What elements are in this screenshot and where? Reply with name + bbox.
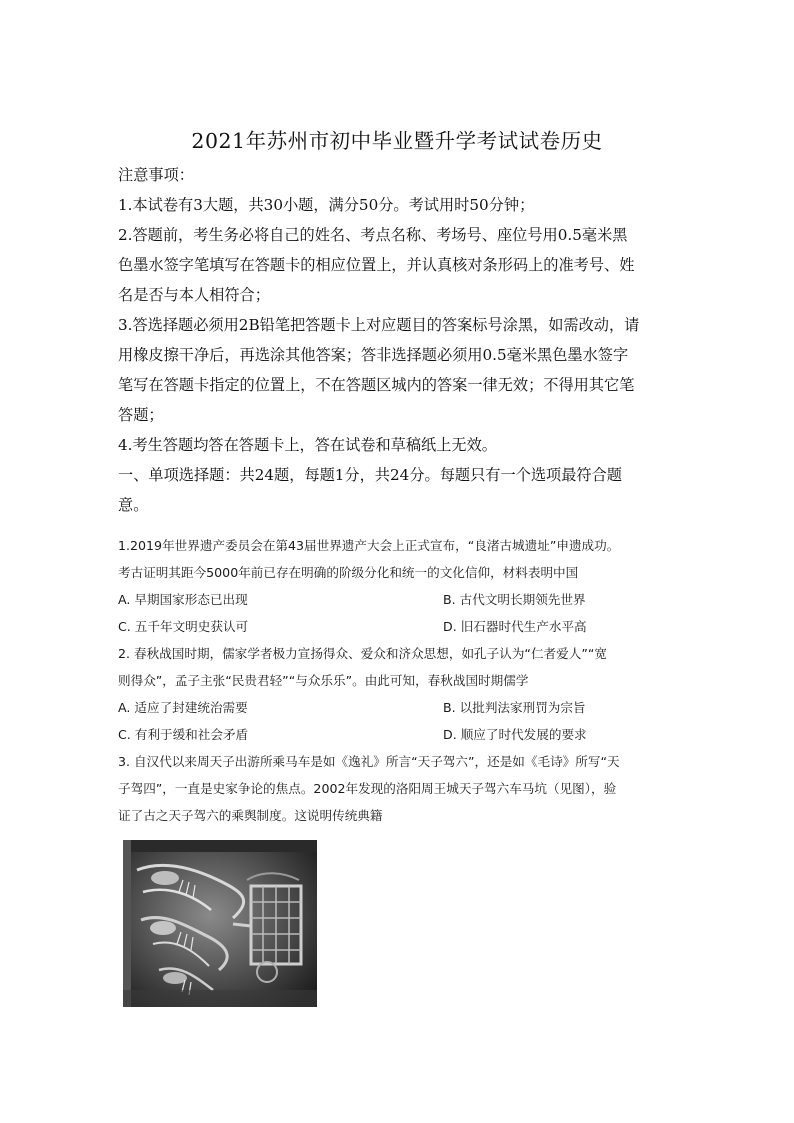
option-b: B. 以批判法家刑罚为宗旨 <box>443 700 586 715</box>
question-1-options-row-1 <box>118 586 688 613</box>
notice-section <box>118 160 678 520</box>
notice-line: 用橡皮擦干净后，再选涂其他答案；答非选择题必须用0.5毫米黑色墨水签字 <box>118 346 629 364</box>
chariot-pit-photo-drawing <box>123 840 317 1007</box>
notice-line: 答题； <box>118 406 164 424</box>
notice-line: 笔写在答题卡指定的位置上，不在答题区城内的答案一律无效；不得用其它笔 <box>118 376 635 394</box>
question-2 <box>118 640 688 748</box>
option-a: A. 适应了封建统治需要 <box>118 700 248 715</box>
notice-line: 色墨水签字笔填写在答题卡的相应位置上，并认真核对条形码上的准考号、姓 <box>118 256 635 274</box>
question-2-stem: 2. 春秋战国时期，儒家学者极力宣扬得众、爱众和济众思想，如孔子认为“仁者爱人”“宽 <box>118 646 607 661</box>
question-1-options-row-2 <box>118 613 688 640</box>
chariot-pit-photo <box>123 840 317 1007</box>
question-3-stem: 3. 自汉代以来周天子出游所乘马车是如《逸礼》所言“天子驾六”，还是如《毛诗》所写“天 <box>118 754 620 769</box>
option-b: B. 古代文明长期领先世界 <box>443 592 586 607</box>
notice-line: 3.答选择题必须用2B铅笔把答题卡上对应题目的答案标号涂黑，如需改动，请 <box>118 316 640 334</box>
exam-title: 2021年苏州市初中毕业暨升学考试试卷历史 <box>191 129 603 153</box>
section-heading-cont: 意。 <box>118 496 149 514</box>
question-1-stem: 考古证明其距今5000年前已存在明确的阶级分化和统一的文化信仰，材料表明中国 <box>118 565 579 580</box>
option-c: C. 五千年文明史获认可 <box>118 619 249 634</box>
question-3-stem: 证了古之天子驾六的乘舆制度。这说明传统典籍 <box>118 808 383 823</box>
option-d: D. 旧石器时代生产水平高 <box>443 619 587 634</box>
question-1-stem: 1.2019年世界遗产委员会在第43届世界遗产大会上正式宣布，“良渚古城遗址”申遗成功。 <box>118 538 620 553</box>
question-2-stem: 则得众”，孟子主张“民贵君轻”“与众乐乐”。由此可知，春秋战国时期儒学 <box>118 673 529 688</box>
question-2-options-row-1 <box>118 694 688 721</box>
question-3-stem: 子驾四”，一直是史家争论的焦点。2002年发现的洛阳周王城天子驾六车马坑（见图），验 <box>118 781 617 796</box>
notice-heading: 注意事项： <box>118 166 194 184</box>
notice-line: 1.本试卷有3大题，共30小题，满分50分。考试用时50分钟； <box>118 196 535 214</box>
notice-line: 2.答题前，考生务必将自己的姓名、考点名称、考场号、座位号用0.5毫米黑 <box>118 226 628 244</box>
question-2-options-row-2 <box>118 721 688 748</box>
notice-line: 4.考生答题均答在答题卡上，答在试卷和草稿纸上无效。 <box>118 436 497 454</box>
question-3 <box>118 748 688 829</box>
option-c: C. 有利于缓和社会矛盾 <box>118 727 249 742</box>
section-heading: 一、单项选择题：共24题，每题1分，共24分。每题只有一个选项最符合题 <box>118 466 622 484</box>
notice-line: 名是否与本人相符合； <box>118 286 270 304</box>
option-d: D. 顺应了时代发展的要求 <box>443 727 587 742</box>
question-1 <box>118 532 688 640</box>
option-a: A. 早期国家形态已出现 <box>118 592 248 607</box>
